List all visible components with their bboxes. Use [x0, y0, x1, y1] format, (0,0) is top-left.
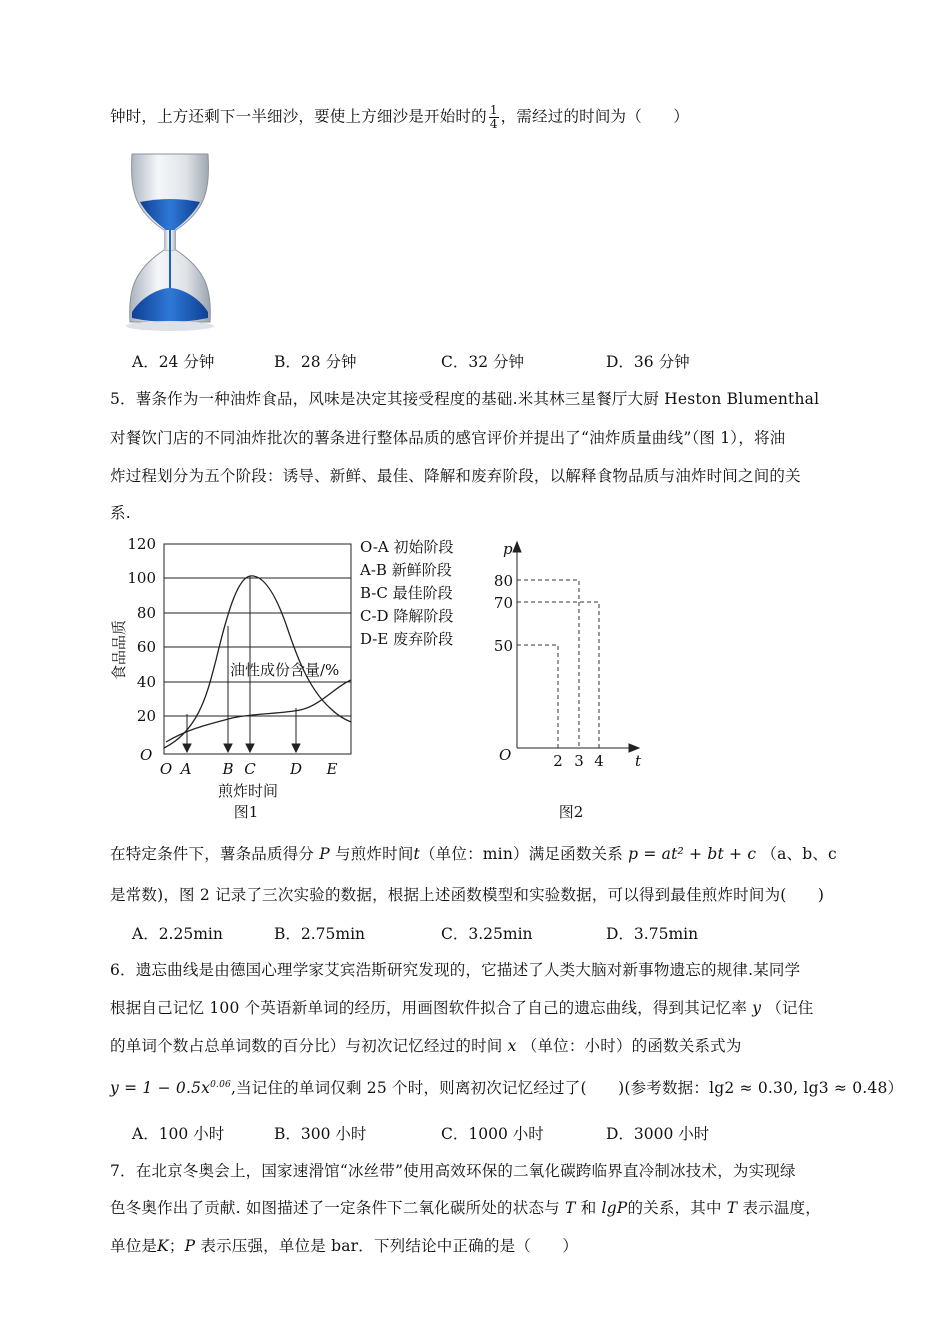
q5-formula: p = at² + bt + c [628, 845, 757, 863]
q6-line4-text: ,当记住的单词仅剩 25 个时，则离初次记忆经过了( )(参考数据：lg2 ≈ 0.30, lg3 ≈ 0.48） [230, 1079, 904, 1097]
q5-stem-line1: 5．薯条作为一种油炸食品，风味是决定其接受程度的基础.米其林三星餐厅大厨 Heston Blumenthal [110, 390, 820, 408]
figure2-ytick-50: 50 [493, 637, 513, 655]
q7-var-p: P [184, 1237, 196, 1255]
q6-line2-text-b: （记住 [766, 999, 814, 1017]
q6-option-d[interactable]: D．3000 小时 [606, 1125, 710, 1143]
q5-var-t: t [413, 845, 420, 863]
figure1-chart [100, 530, 480, 820]
q6-var-x: x [507, 1037, 517, 1055]
q5-stem-line4: 系. [110, 504, 131, 522]
q4-fraction [489, 104, 499, 131]
figure1-legend-bc: B-C 最佳阶段 [360, 584, 453, 602]
figure1-legend-cd: C-D 降解阶段 [360, 607, 454, 625]
q4-option-a[interactable]: A．24 分钟 [132, 353, 215, 371]
figure1-xtick-e: E [326, 760, 338, 778]
q4-frac-den: 4 [489, 117, 498, 131]
q7-var-k: K [157, 1237, 169, 1255]
figure1-xtick-o: O [159, 760, 173, 778]
figure1-xtick-d: D [289, 760, 303, 778]
q6-line3-text-b: （单位：小时）的函数关系式为 [521, 1037, 742, 1055]
hourglass-top-sand [140, 199, 200, 230]
figure1-legend-oa: O-A 初始阶段 [360, 538, 454, 556]
q6-option-a[interactable]: A．100 小时 [132, 1125, 225, 1143]
figure1-caption: 图1 [233, 803, 259, 820]
figure1-y-axis-title: 食品品质 [110, 619, 128, 680]
figure1-ytick-60: 60 [136, 638, 156, 656]
figure1-xtick-b: B [222, 760, 234, 778]
q4-option-b[interactable]: B．28 分钟 [274, 353, 357, 371]
q6-formula: y = 1 − 0.5x [110, 1079, 211, 1097]
figure1-ytick-20: 20 [136, 707, 156, 725]
q7-line3-text-b: ； [168, 1237, 185, 1255]
q4-stem-text-a: 钟时，上方还剩下一半细沙，要使上方细沙是开始时的 [110, 107, 487, 126]
q4-option-c[interactable]: C．32 分钟 [441, 353, 525, 371]
q4-option-d[interactable]: D．36 分钟 [606, 353, 690, 371]
q7-stem-line3 [110, 1234, 578, 1256]
hourglass-image [120, 150, 220, 332]
figure2-xtick-2: 2 [553, 752, 563, 770]
figure2-guide-2-50 [517, 645, 558, 748]
figure2-x-label: t [635, 752, 642, 770]
q6-stem-line2 [110, 996, 813, 1018]
q7-line3-text-c: 表示压强，单位是 bar．下列结论中正确的是（ ） [200, 1237, 579, 1255]
figure2-ytick-70: 70 [493, 594, 513, 612]
figure1-origin: O [140, 746, 153, 764]
figure1-xtick-c: C [244, 760, 256, 778]
q7-line2-text-d: 表示温度， [742, 1199, 821, 1217]
q6-var-y: y [752, 999, 762, 1017]
q5-option-b[interactable]: B．2.75min [274, 925, 366, 943]
q4-stem-text-b: ，需经过的时间为（ ） [500, 107, 690, 126]
q7-line2-text-a: 色冬奥作出了贡献. 如图描述了一定条件下二氧化碳所处的状态与 [110, 1199, 560, 1217]
figure1-ytick-40: 40 [136, 673, 156, 691]
q6-stem-line4 [110, 1076, 903, 1098]
hourglass-shadow [126, 321, 214, 331]
q7-stem-line2 [110, 1196, 821, 1218]
q5-cond-text-a: 在特定条件下，薯条品质得分 [110, 845, 315, 863]
q7-line3-text-a: 单位是 [110, 1237, 158, 1255]
figure1-legend-de: D-E 废弃阶段 [360, 630, 454, 648]
figure1-oil-curve [166, 680, 351, 742]
figure2-xtick-3: 3 [574, 752, 584, 770]
figure2-caption: 图2 [558, 803, 584, 820]
q7-line2-text-c: 的关系，其中 [627, 1199, 722, 1217]
q7-line2-text-b: 和 [580, 1199, 597, 1217]
figure1-curve-label: 油性成份含量/% [230, 661, 340, 679]
q4-stem-line [110, 104, 689, 131]
q6-stem-line1: 6．遗忘曲线是由德国心理学家艾宾浩斯研究发现的，它描述了人类大脑对新事物遗忘的规律.某同学 [110, 961, 801, 979]
q6-line3-text-a: 的单词个数占总单词数的百分比）与初次记忆经过的时间 [110, 1037, 503, 1055]
figure1-legend-ab: A-B 新鲜阶段 [360, 561, 452, 579]
q5-var-p: P [319, 845, 330, 863]
q6-option-c[interactable]: C．1000 小时 [441, 1125, 544, 1143]
q5-stem-line2: 对餐饮门店的不同油炸批次的薯条进行整体品质的感官评价并提出了“油炸质量曲线”（图 1），将油 [110, 429, 786, 447]
figure2-y-label: p [503, 540, 513, 558]
figure1-x-axis-title: 煎炸时间 [217, 782, 279, 800]
figure2-ytick-80: 80 [493, 572, 513, 590]
q7-var-t: T [565, 1199, 576, 1217]
q5-option-a[interactable]: A．2.25min [132, 925, 223, 943]
q5-option-c[interactable]: C．3.25min [441, 925, 533, 943]
q5-cond-text-c: （单位：min）满足函数关系 [419, 845, 623, 863]
figure2-chart [485, 530, 655, 820]
q7-var-lgp: lgP [601, 1199, 628, 1217]
q6-line2-text-a: 根据自己记忆 100 个英语新单词的经历，用画图软件拟合了自己的遗忘曲线，得到其记忆率 [110, 999, 748, 1017]
q5-option-d[interactable]: D．3.75min [606, 925, 699, 943]
q5-cond-text-b: 与煎炸时间 [335, 845, 414, 863]
figure2-origin: O [499, 746, 512, 764]
figure1-xtick-a: A [180, 760, 192, 778]
q7-stem-line1: 7．在北京冬奥会上，国家速滑馆“冰丝带”使用高效环保的二氧化碳跨临界直冷制冰技术，为实现绿 [110, 1162, 796, 1180]
q6-formula-exponent: 0.06 [210, 1079, 231, 1090]
q5-cond-text-d: （a、b、c [761, 845, 837, 863]
figure1-ytick-80: 80 [136, 604, 156, 622]
q7-var-t2: T [726, 1199, 738, 1217]
q5-stem-line3: 炸过程划分为五个阶段：诱导、新鲜、最佳、降解和废弃阶段，以解释食物品质与油炸时间之间的关 [110, 467, 801, 485]
figure2-guide-3-80 [517, 580, 579, 748]
q4-frac-num: 1 [489, 103, 498, 117]
figure1-ytick-120: 120 [127, 535, 156, 553]
figure1-ytick-100: 100 [127, 569, 156, 587]
q6-stem-line3 [110, 1034, 742, 1056]
q5-condition-line1 [110, 842, 837, 864]
q6-option-b[interactable]: B．300 小时 [274, 1125, 367, 1143]
q5-condition-line2: 是常数)，图 2 记录了三次实验的数据，根据上述函数模型和实验数据，可以得到最佳煎炸时间为( ) [110, 886, 825, 904]
figure2-xtick-4: 4 [594, 752, 604, 770]
